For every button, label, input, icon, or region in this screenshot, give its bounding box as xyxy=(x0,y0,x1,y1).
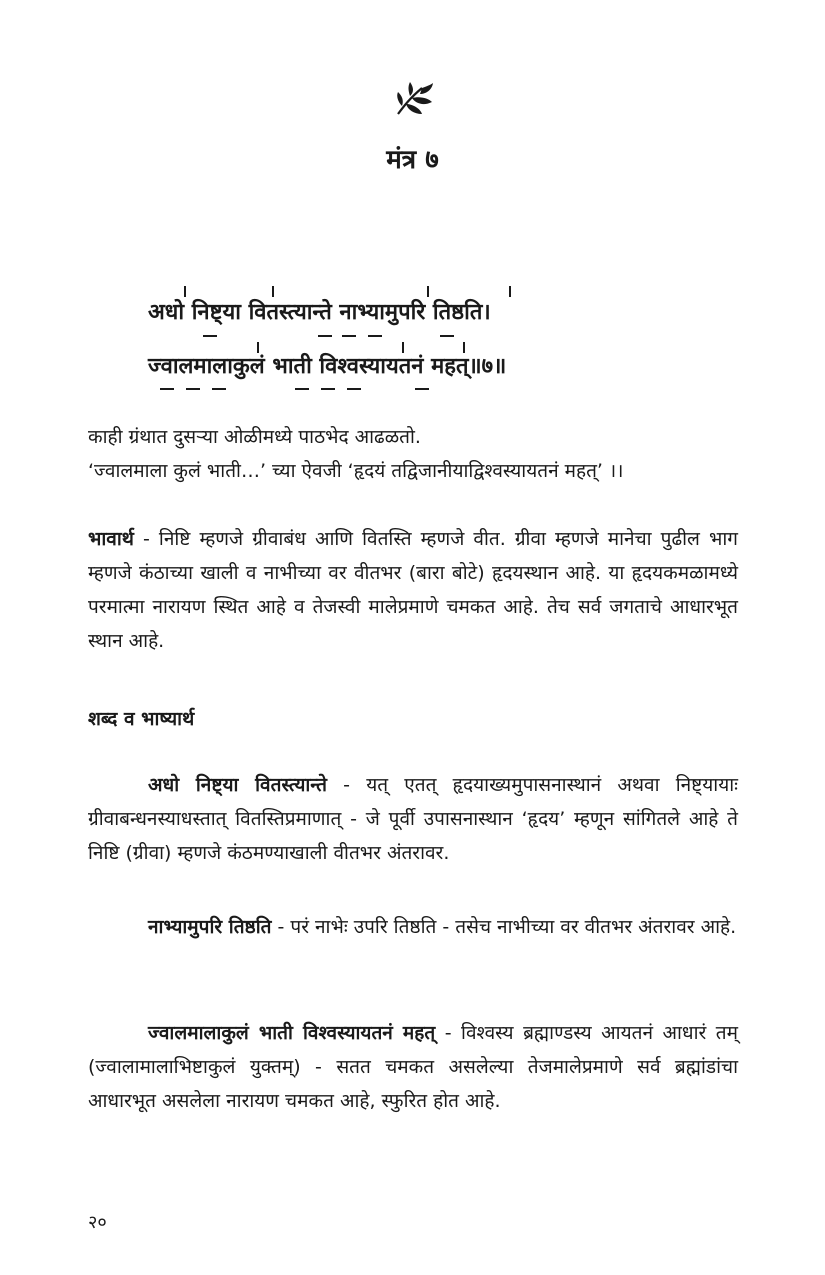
entry-text: - परं नाभेः उपरि तिष्ठति - तसेच नाभीच्या वर वीतभर अंतरावर आहे. xyxy=(271,916,737,938)
leaf-sprig-icon xyxy=(392,82,434,118)
svara-mark xyxy=(186,388,200,390)
svara-mark xyxy=(321,388,335,390)
svara-mark xyxy=(272,286,274,297)
svara-mark xyxy=(415,388,429,390)
svara-mark xyxy=(160,388,174,390)
svara-mark xyxy=(368,335,382,337)
svara-mark xyxy=(203,335,217,337)
note-line-2: ‘ज्वालमाला कुलं भाती…’ च्या ऐवजी ‘हृदयं तद्विजानीयाद्विश्वस्यायतनं महत्’ ।। xyxy=(88,460,624,482)
entry-paragraph xyxy=(88,768,738,870)
svara-mark xyxy=(347,388,361,390)
entry-text: - विश्वस्य ब्रह्माण्डस्य आयतनं आधारं तम् (ज्वालामालाभिष्टाकुलं युक्तम्) - सतत चमकत असलेल्या तेजमालेप्रमाणे सर्व ब्रह्मांडांचा आधारभूत असलेला नारायण चमकत आहे, स्फुरित होत आहे. xyxy=(88,1022,738,1112)
svara-mark xyxy=(295,388,309,390)
svara-mark xyxy=(318,335,332,337)
bhavartha-text: - निष्टि म्हणजे ग्रीवाबंध आणि वितस्ति म्हणजे वीत. ग्रीवा म्हणजे मानेचा पुढील भाग म्हणजे कंठाच्या खाली व नाभीच्या वर वीतभर (बारा बोटे) हृदयस्थान आहे. या हृदयकमळामध्ये परमात्मा नारायण स्थित आहे व तेजस्वी मालेप्रमाणे चमकत आहे. तेच सर्व जगताचे आधारभूत स्थान आहे. xyxy=(88,528,738,652)
note-line-1: काही ग्रंथात दुसऱ्या ओळीमध्ये पाठभेद आढळतो. xyxy=(88,426,421,448)
verse-line-2: ज्वालमालाकुलं भाती विश्वस्यायतनं महत्॥७॥ xyxy=(148,354,507,379)
svara-mark xyxy=(212,388,226,390)
entry-term: अधो निष्ट्या वितस्त्यान्ते xyxy=(148,774,327,796)
entry-term: ज्वालमालाकुलं भाती विश्वस्यायतनं महत् xyxy=(148,1022,436,1044)
verse-line-1: अधो निष्ट्या वितस्त्यान्ते नाभ्यामुपरि तिष्ठति। xyxy=(148,300,491,325)
svara-mark xyxy=(509,286,511,297)
page-number: २० xyxy=(88,1212,107,1233)
svara-mark xyxy=(427,286,429,297)
svara-mark xyxy=(463,342,465,353)
svara-mark xyxy=(440,335,454,337)
note-paragraph xyxy=(88,420,738,488)
entry-text: - यत् एतत् हृदयाख्यमुपासनास्थानं अथवा निष्ट्यायाः ग्रीवाबन्धनस्याधस्तात् वितस्तिप्रमाणात् - जे पूर्वी उपासनास्थान ‘हृदय’ म्हणून सांगितले आहे ते निष्टि (ग्रीवा) म्हणजे कंठमण्याखाली वीतभर अंतरावर. xyxy=(88,774,738,864)
section-heading: शब्द व भाष्यार्थ xyxy=(88,708,195,730)
bhavartha-label: भावार्थ xyxy=(88,528,134,550)
bhavartha-paragraph xyxy=(88,522,738,658)
svara-mark xyxy=(342,335,356,337)
page-title: मंत्र ७ xyxy=(386,145,439,175)
entry-paragraph xyxy=(88,910,738,944)
svara-mark xyxy=(184,286,186,297)
svara-mark xyxy=(402,342,404,353)
svara-mark xyxy=(257,342,259,353)
entry-term: नाभ्यामुपरि तिष्ठति xyxy=(148,916,272,938)
entry-paragraph xyxy=(88,1016,738,1118)
